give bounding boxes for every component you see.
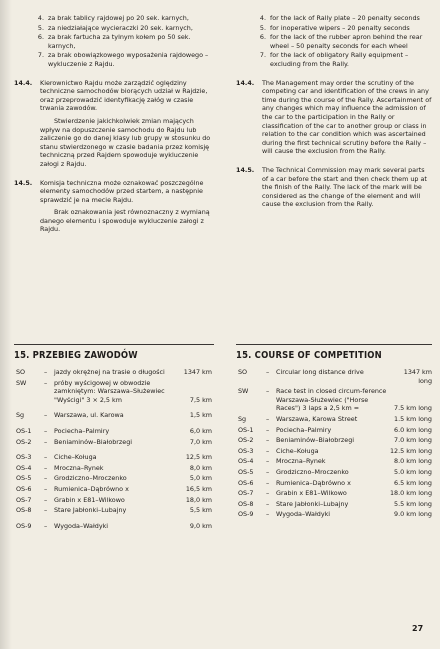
course-row: OS-9 – Wygoda–Wałdyki 9.0 km long <box>238 510 432 519</box>
course-row: OS-9 – Wygoda–Wałdyki 9,0 km <box>16 521 212 530</box>
page-number: 27 <box>412 624 424 633</box>
course-row: OS-5 – Grodziczno–Mroczenko 5,0 km <box>16 474 212 483</box>
course-list-pl <box>16 368 212 532</box>
course-row: OS-5 – Grodziczno–Mroczenko 5.0 km long <box>238 467 432 476</box>
section-divider <box>14 344 214 345</box>
section-heading-en: 15. COURSE OF COMPETITION <box>236 350 382 361</box>
course-row: SW – Race test in closed circum-ference Warszawa-Służewiec ("Horse Races") 3 laps a 2,5 km = 7.5 km long <box>238 387 432 413</box>
section-14-4-pl: 14.4. Kierownictwo Rajdu może zarządzić oględziny techniczne samochodów biorących udział w Rajdzie, oraz przeprowadzić identyfikację załóg w czasie trwania zawodów. Stwierdzenie jakichkolwiek zmian mających wpływ na dopuszczenie samochodu do Rajdu lub zaliczenie go do danej klasy lub grupy w stosunku do stanu stwierdzonego w czasie badania przez komisję techniczną przed Rajdem spowoduje wykluczenie załogi z Rajdu. <box>14 79 214 173</box>
course-row: OS-1 – Pociecha–Palmiry 6,0 km <box>16 426 212 435</box>
course-row: OS-1 – Pociecha–Palmiry 6.0 km long <box>238 425 432 434</box>
course-row: OS-6 – Rumienica–Dąbrówno x 6.5 km long <box>238 478 432 487</box>
paragraph: The Technical Commission may mark several parts of a car before the start and then check them up at the finish of the Rally. The lack of the mark will be considered as the change of the element and will cause the exclusion from the Rally. <box>262 165 427 209</box>
course-list-en <box>238 368 432 521</box>
course-row: OS-3 – Ciche–Koługa 12.5 km long <box>238 446 432 455</box>
list-item: 7. za brak obowiązkowego wyposażenia rajdowego – wykluczenie z Rajdu. <box>37 51 209 68</box>
course-row: Sg – Warszawa, ul. Karowa 1,5 km <box>16 411 212 420</box>
course-row: SW – próby wyścigowej w obwodzie zamkniętym: Warszawa–Służewiec "Wyścigi" 3 × 2,5 km 7,5 km <box>16 378 212 404</box>
list-item: 4. za brak tablicy rajdowej po 20 sek. karnych, <box>37 14 189 22</box>
penalty-list-pl <box>14 14 214 69</box>
paragraph: Stwierdzenie jakichkolwiek zmian mających wpływ na dopuszczenie samochodu do Rajdu lub zaliczenie go do danej klasy lub grupy w stosunku do stanu stwierdzonego w czasie badania przez komisję techniczną przed Rajdem spowoduje wykluczenie załogi z Rajdu. <box>40 116 211 168</box>
polish-column <box>14 14 214 238</box>
section-14-4-en: 14.4. The Management may order the scrutiny of the competing car and identification of the crews in any time during the course of the Rally. Ascertainment of any changes which may influence the admission of the car to the participation in the Rally or classification of the car to another group or class in relation to the car condition which was ascertained during the first technical scrutiny before the Rally – will cause the exclusion from the Rally. <box>236 78 432 156</box>
list-item: 6. for the lack of the rubber apron behind the rear wheel – 50 penalty seconds for each wheel <box>259 33 423 50</box>
section-heading-pl: 15. PRZEBIEG ZAWODÓW <box>14 350 138 361</box>
course-row: OS-8 – Stare Jabłonki–Lubajny 5.5 km long <box>238 499 432 508</box>
list-item: 5. za niedziałające wycieraczki 20 sek. karnych, <box>37 23 193 32</box>
course-row: OS-7 – Grabin x E81–Wilkowo 18.0 km long <box>238 489 432 498</box>
list-item: 7. for the lack of obligatory Rally equipment – excluding from the Rally. <box>259 51 409 68</box>
paragraph: Brak oznakowania jest równoznaczny z wymianą danego elementu i spowoduje wykluczenie załogi z Rajdu. <box>40 208 210 234</box>
course-row: OS-4 – Mroczna–Rynek 8,0 km <box>16 463 212 472</box>
section-14-5-en: 14.5. The Technical Commission may mark several parts of a car before the start and then check them up at the finish of the Rally. The lack of the mark will be considered as the change of the element and will cause the exclusion from the Rally. <box>236 166 432 213</box>
section-14-5-pl: 14.5. Komisja techniczna może oznakować poszczególne elementy samochodów przed startem, a następnie sprawdzić je na mecie Rajdu. Brak oznakowania jest równoznaczny z wymianą danego elementu i spowoduje wykluczenie załogi z Rajdu. <box>14 179 214 239</box>
english-column <box>236 14 432 213</box>
course-row: OS-3 – Ciche–Koługa 12,5 km <box>16 453 212 462</box>
paragraph: The Management may order the scrutiny of the competing car and identification of the crews in any time during the course of the Rally. Ascertainment of any changes which may influence the admission of the car to the participation in the Rally or classification of the car to another group or class in relation to the car condition which was ascertained during the first technical scrutiny before the Rally – will cause the exclusion from the Rally. <box>262 78 432 156</box>
course-row: OS-4 – Mroczna–Rynek 8.0 km long <box>238 457 432 466</box>
course-row: SO – Circular long distance drive 1347 km long <box>238 368 432 385</box>
course-row: Sg – Warszawa, Karowa Street 1.5 km long <box>238 414 432 423</box>
course-row: SO – jazdy okrężnej na trasie o długości 1347 km <box>16 368 212 376</box>
paragraph: Kierownictwo Rajdu może zarządzić oględziny techniczne samochodów biorących udział w Rajdzie, oraz przeprowadzić identyfikację załóg w czasie trwania zawodów. <box>40 78 208 113</box>
list-item: 6. za brak fartucha za tylnym kołem po 50 sek. karnych, <box>37 33 191 50</box>
section-divider <box>236 344 432 345</box>
course-row: OS-7 – Grabin x E81–Wilkowo 18,0 km <box>16 495 212 504</box>
list-item: 5. for inoperative wipers – 20 penalty seconds <box>259 23 410 32</box>
course-row: OS-8 – Stare Jabłonki–Lubajny 5,5 km <box>16 506 212 515</box>
course-row: OS-6 – Rumienica–Dąbrówno x 16,5 km <box>16 484 212 493</box>
penalty-list-en <box>236 14 432 69</box>
course-row: OS-2 – Beniaminów–Białobrzegi 7.0 km long <box>238 436 432 445</box>
course-row: OS-2 – Beniaminów–Białobrzegi 7,0 km <box>16 437 212 446</box>
page-binding-shadow <box>0 0 12 649</box>
paragraph: Komisja techniczna może oznakować poszczególne elementy samochodów przed startem, a następnie sprawdzić je na mecie Rajdu. <box>40 178 204 204</box>
list-item: 4. for the lack of Rally plate – 20 penalty seconds <box>259 14 420 22</box>
